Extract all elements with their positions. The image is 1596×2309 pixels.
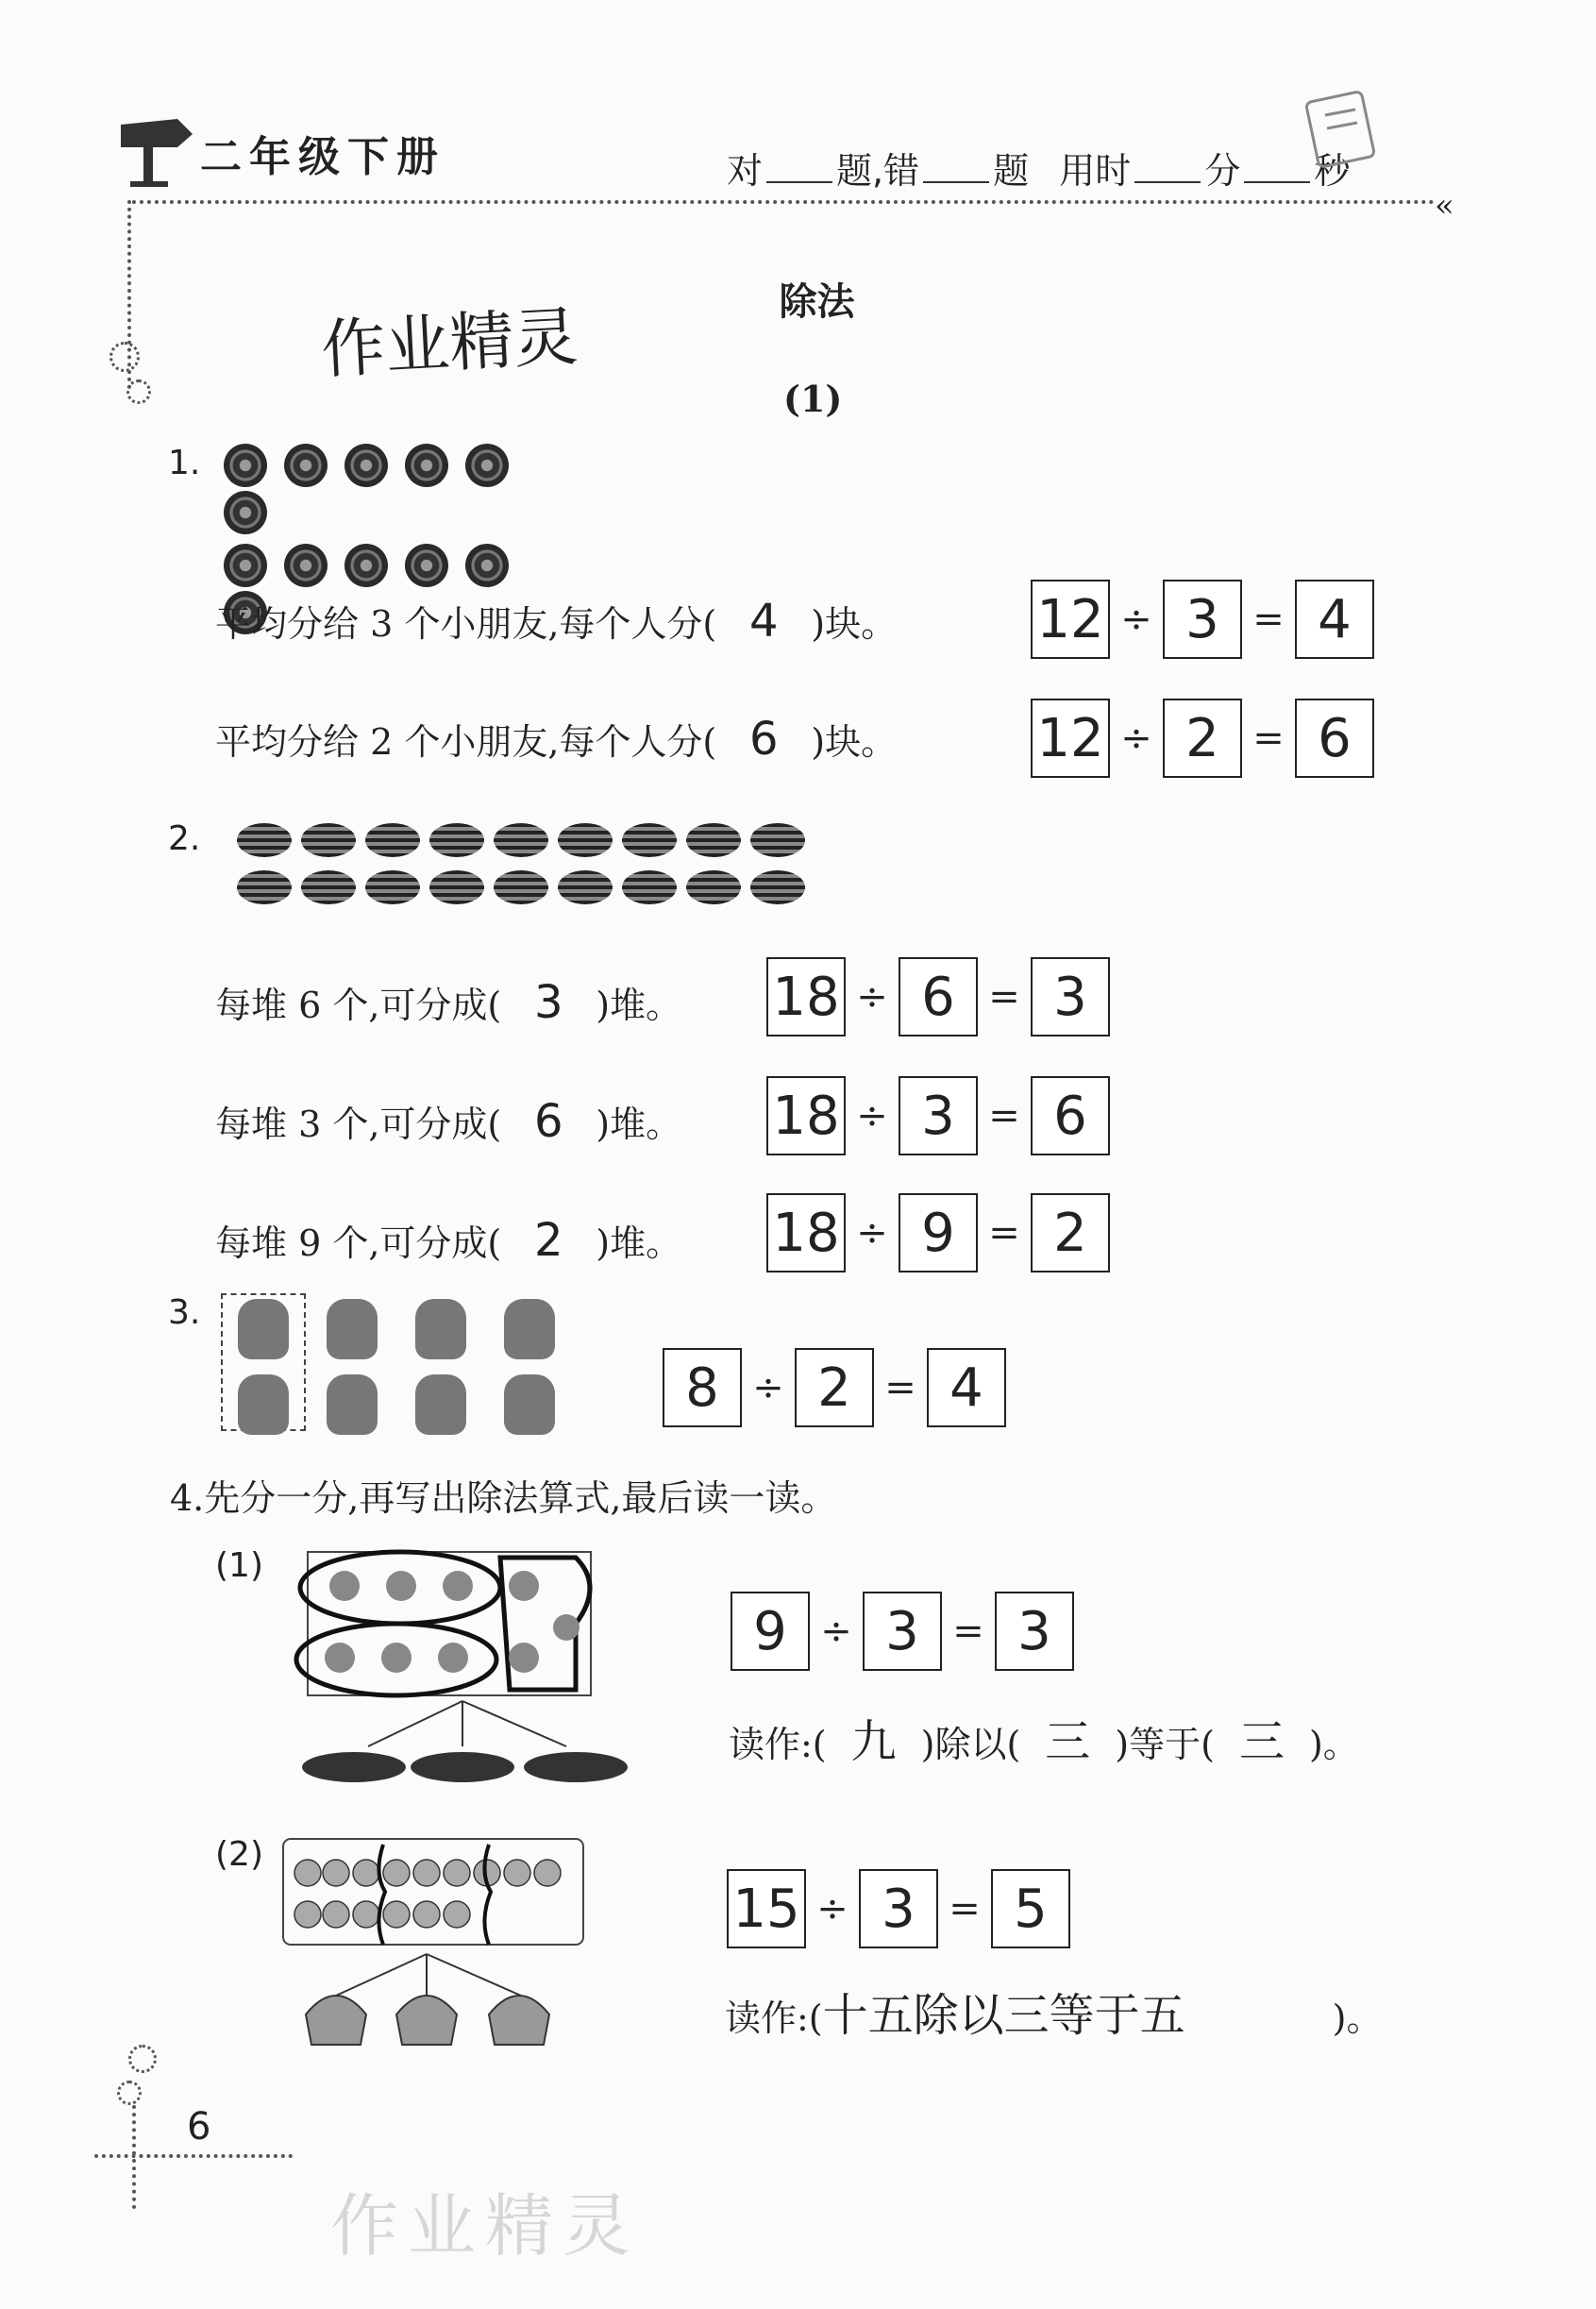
handwritten-title: 作业精灵 (319, 299, 580, 389)
margin-circle-icon (128, 2045, 157, 2073)
answer-field[interactable]: 三 (1238, 1715, 1285, 1768)
answer-box[interactable]: 2 (795, 1348, 874, 1427)
page-number: 6 (187, 2105, 211, 2149)
read-line-2: 读作:(十五除以三等于五 )。 (725, 1979, 1382, 2044)
answer-field[interactable]: 3 (533, 976, 563, 1029)
answer-box[interactable]: 12 (1031, 699, 1110, 778)
equation: 12 ÷ 2 = 6 (1031, 699, 1374, 778)
q2-line-1: 每堆 6 个,可分成( 3 )堆。 (215, 976, 682, 1029)
answer-box[interactable]: 3 (899, 1076, 978, 1155)
score-time: 用时 (1059, 150, 1132, 192)
margin-circle-icon (117, 2081, 142, 2105)
answer-box[interactable]: 15 (727, 1869, 806, 1948)
q1-line-1: 平均分给 3 个小朋友,每个人分( 4 )块。 (215, 595, 898, 648)
answer-box[interactable]: 9 (731, 1592, 810, 1671)
notebook-icon (1293, 87, 1387, 176)
equation: 18 ÷ 3 = 6 (766, 1076, 1110, 1155)
signpost-icon (102, 106, 196, 194)
question-number: 1. (168, 444, 201, 482)
answer-box[interactable]: 5 (991, 1869, 1070, 1948)
part-label: (1) (215, 1546, 263, 1585)
answer-field[interactable]: 6 (533, 1095, 563, 1148)
equation: 15 ÷ 3 = 5 (727, 1869, 1070, 1948)
answer-box[interactable]: 18 (766, 1193, 846, 1272)
answer-box[interactable]: 6 (899, 957, 978, 1037)
score-right: 对 (727, 150, 764, 192)
margin-circle-icon (126, 379, 151, 404)
equation: 8 ÷ 2 = 4 (663, 1348, 1006, 1427)
page-title: 除法 (779, 280, 855, 324)
read-line-1: 读作:( 九 )除以( 三 )等于( 三 )。 (729, 1705, 1359, 1770)
q2-line-2: 每堆 3 个,可分成( 6 )堆。 (215, 1095, 682, 1148)
equation: 12 ÷ 3 = 4 (1031, 580, 1374, 659)
answer-box[interactable]: 4 (927, 1348, 1006, 1427)
score-q1: 题,错 (836, 150, 920, 192)
answer-box[interactable]: 3 (1031, 957, 1110, 1037)
question-number: 3. (168, 1293, 201, 1332)
answer-box[interactable]: 2 (1163, 699, 1242, 778)
answer-box[interactable]: 3 (1163, 580, 1242, 659)
answer-field[interactable]: 十五除以三等于五 (822, 1989, 1185, 2042)
question-number: 2. (168, 819, 201, 858)
chevron-left-icon: « (1435, 187, 1454, 225)
score-sec: 秒 (1314, 150, 1351, 192)
answer-box[interactable]: 3 (995, 1592, 1074, 1671)
score-q2: 题 (993, 150, 1030, 192)
answer-box[interactable]: 18 (766, 957, 846, 1037)
answer-box[interactable]: 2 (1031, 1193, 1110, 1272)
margin-circle-icon (109, 342, 140, 372)
answer-field[interactable]: 九 (850, 1715, 897, 1768)
answer-field[interactable]: 4 (748, 595, 779, 648)
answer-box[interactable]: 6 (1295, 699, 1374, 778)
strawberry-baskets-image (279, 1835, 591, 2065)
answer-field[interactable]: 三 (1045, 1715, 1091, 1768)
watermark: 作业精灵 (330, 2186, 641, 2266)
answer-box[interactable]: 3 (859, 1869, 938, 1948)
equation: 18 ÷ 6 = 3 (766, 957, 1110, 1037)
answer-box[interactable]: 4 (1295, 580, 1374, 659)
mushroom-plates-image (293, 1548, 651, 1797)
footer-divider (94, 2154, 293, 2158)
answer-field[interactable]: 6 (748, 713, 779, 766)
equation: 18 ÷ 9 = 2 (766, 1193, 1110, 1272)
score-min: 分 (1204, 150, 1241, 192)
watermelon-image (232, 823, 836, 908)
answer-box[interactable]: 9 (899, 1193, 978, 1272)
grade-label: 二年级下册 (200, 133, 445, 181)
answer-box[interactable]: 12 (1031, 580, 1110, 659)
answer-field[interactable]: 2 (533, 1214, 563, 1267)
score-bar (727, 142, 1350, 194)
part-label: (2) (215, 1835, 263, 1874)
answer-box[interactable]: 3 (863, 1592, 942, 1671)
header-divider (132, 200, 1435, 204)
answer-box[interactable]: 8 (663, 1348, 742, 1427)
answer-box[interactable]: 6 (1031, 1076, 1110, 1155)
q4-prompt: 4.先分一分,再写出除法算式,最后读一读。 (170, 1477, 837, 1519)
equation: 9 ÷ 3 = 3 (731, 1592, 1074, 1671)
mitten-image (219, 1293, 574, 1444)
q2-line-3: 每堆 9 个,可分成( 2 )堆。 (215, 1214, 682, 1267)
q1-line-2: 平均分给 2 个小朋友,每个人分( 6 )块。 (215, 713, 898, 766)
subtitle: (1) (783, 378, 843, 420)
answer-box[interactable]: 18 (766, 1076, 846, 1155)
